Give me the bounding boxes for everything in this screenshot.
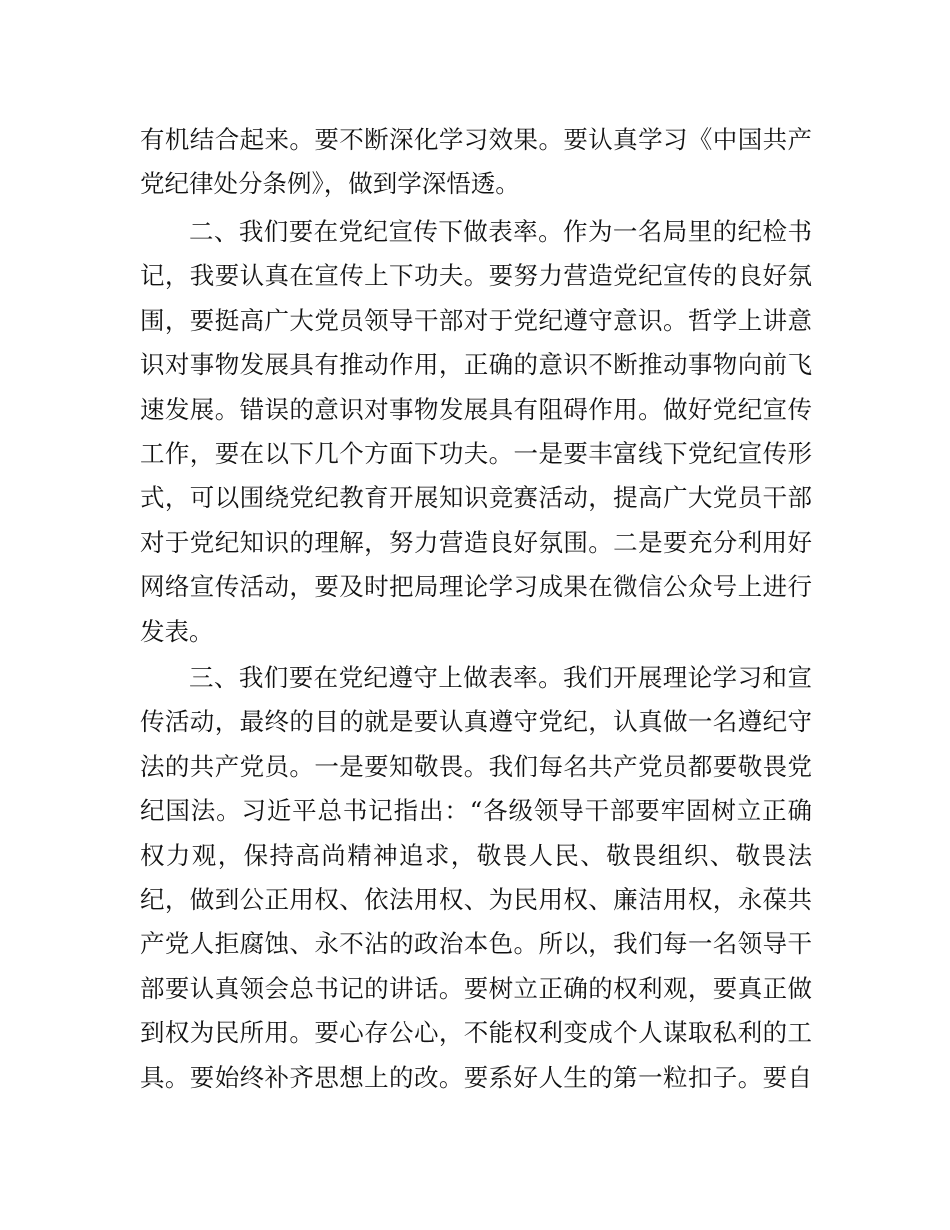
paragraph-2-line: 识对事物发展具有推动作用，正确的意识不断推动事物向前飞 xyxy=(140,350,812,380)
paragraph-2-line: 发表。 xyxy=(140,616,214,646)
paragraph-2-line: 二、我们要在党纪宣传下做表率。作为一名局里的纪检书 xyxy=(189,217,812,246)
paragraph-2 xyxy=(140,210,812,654)
paragraph-2-line: 记，我要认真在宣传上下功夫。要努力营造党纪宣传的良好氛 xyxy=(140,261,812,291)
paragraph-3-line: 到权为民所用。要心存公心，不能权利变成个人谋取私利的工 xyxy=(140,1018,812,1048)
paragraph-3-line: 纪国法。习近平总书记指出：“各级领导干部要牢固树立正确 xyxy=(140,796,812,826)
paragraph-3-line: 传活动，最终的目的就是要认真遵守党纪，认真做一名遵纪守 xyxy=(140,707,812,737)
paragraph-3-line: 部要认真领会总书记的讲话。要树立正确的权利观，要真正做 xyxy=(140,973,812,1003)
paragraph-3-line: 具。要始终补齐思想上的改。要系好人生的第一粒扣子。要自 xyxy=(140,1062,812,1092)
paragraph-1-line: 有机结合起来。要不断深化学习效果。要认真学习《中国共产 xyxy=(140,125,812,154)
paragraph-3-line: 纪，做到公正用权、依法用权、为民用权、廉洁用权，永葆共 xyxy=(140,884,812,914)
paragraph-3-line: 产党人拒腐蚀、永不沾的政治本色。所以，我们每一名领导干 xyxy=(140,929,812,959)
paragraph-2-line: 速发展。错误的意识对事物发展具有阻碍作用。做好党纪宣传 xyxy=(140,394,812,424)
paragraph-3-line: 三、我们要在党纪遵守上做表率。我们开展理论学习和宣 xyxy=(189,663,812,692)
paragraph-2-line: 网络宣传活动，要及时把局理论学习成果在微信公众号上进行 xyxy=(140,572,812,602)
paragraph-1 xyxy=(140,118,812,207)
paragraph-3 xyxy=(140,656,812,1100)
paragraph-2-line: 工作，要在以下几个方面下功夫。一是要丰富线下党纪宣传形 xyxy=(140,438,812,468)
paragraph-2-line: 围，要挺高广大党员领导干部对于党纪遵守意识。哲学上讲意 xyxy=(140,305,812,335)
paragraph-2-line: 对于党纪知识的理解，努力营造良好氛围。二是要充分利用好 xyxy=(140,527,812,557)
paragraph-3-line: 法的共产党员。一是要知敬畏。我们每名共产党员都要敬畏党 xyxy=(140,751,812,781)
paragraph-2-line: 式，可以围绕党纪教育开展知识竞赛活动，提高广大党员干部 xyxy=(140,483,812,513)
paragraph-1-line: 党纪律处分条例》，做到学深悟透。 xyxy=(140,169,520,199)
paragraph-3-line: 权力观，保持高尚精神追求，敬畏人民、敬畏组织、敬畏法 xyxy=(140,840,812,870)
